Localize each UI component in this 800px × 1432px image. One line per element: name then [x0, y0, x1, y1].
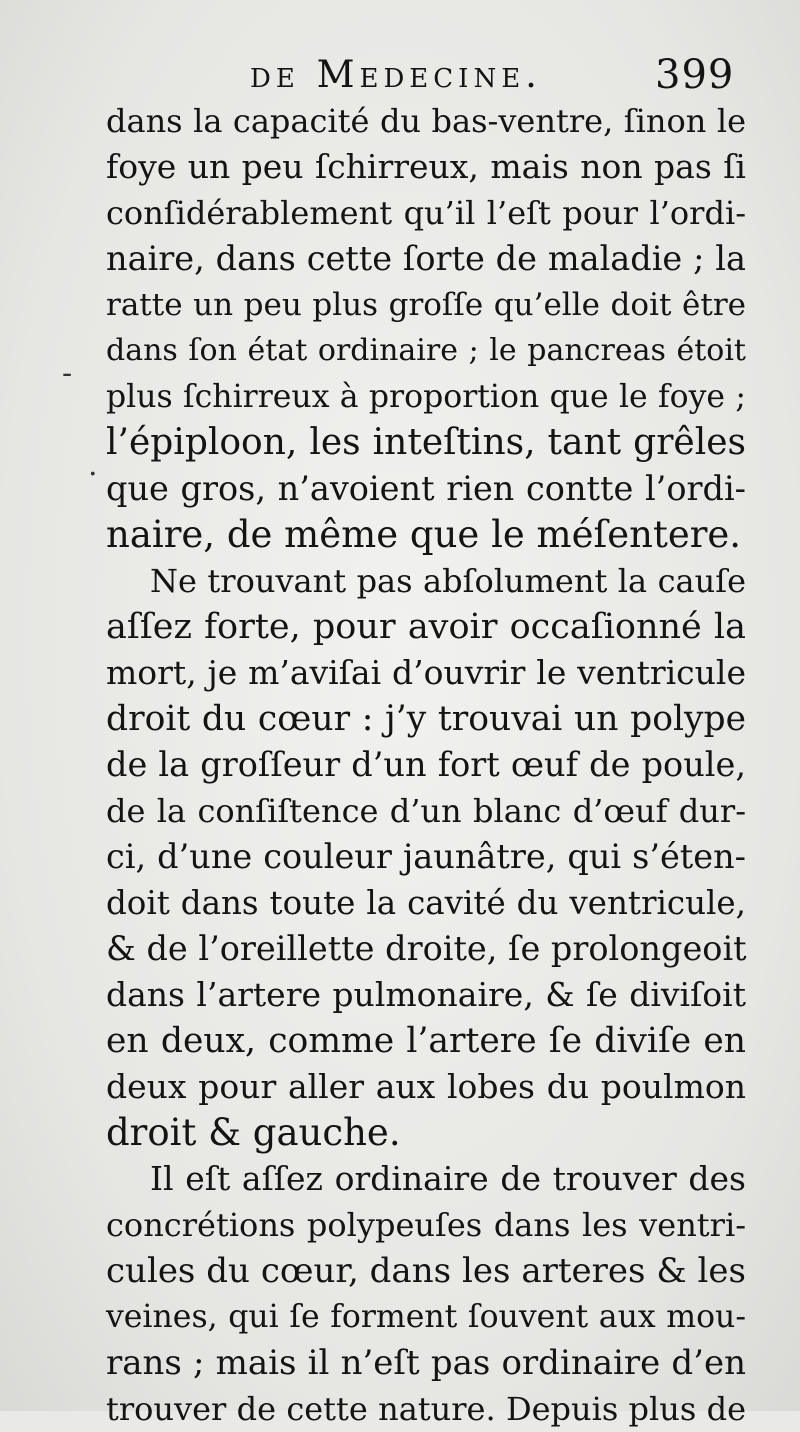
- text-line: aſſez forte, pour avoir occaſionné la: [106, 607, 746, 647]
- text-line: veines, qui ſe forment ſouvent aux mou-: [106, 1299, 746, 1335]
- paragraph-start-line: Ne trouvant pas abſolument la cauſe: [150, 562, 746, 600]
- margin-dot-mark: .: [88, 448, 98, 483]
- paragraph-end-line: droit & gauche.: [106, 1111, 401, 1154]
- running-title: de Medecine.: [250, 53, 542, 96]
- text-line: & de l’oreillette droite, ſe prolongeoit: [106, 929, 747, 968]
- text-line: en deux, comme l’artere ſe diviſe en: [106, 1021, 746, 1061]
- text-line: foye un peu ſchirreux, mais non pas ſi: [106, 147, 746, 186]
- text-line: concrétions polypeuſes dans les ventri-: [106, 1206, 746, 1244]
- body-text: [106, 98, 746, 1432]
- text-line: plus ſchirreux à proportion que le foye ;: [106, 379, 746, 415]
- margin-dash-mark: -: [62, 356, 73, 391]
- page-number: 399: [655, 52, 735, 98]
- text-line: droit du cœur : j’y trouvai un polype: [106, 699, 746, 739]
- text-line: naire, dans cette ſorte de maladie ; la: [106, 239, 746, 278]
- paragraph-start-line: Il eſt aſſez ordinaire de trouver des: [150, 1159, 746, 1198]
- text-line: ci, d’une couleur jaunâtre, qui s’éten-: [106, 837, 746, 876]
- text-line: de la conſiſtence d’un blanc d’œuf dur-: [106, 792, 746, 830]
- text-line: conſidérablement qu’il l’eſt pour l’ordi-: [106, 194, 746, 232]
- text-line: dans ſon état ordinaire ; le pancreas étoit: [106, 333, 746, 368]
- text-line: ratte un peu plus groſſe qu’elle doit être: [106, 287, 746, 323]
- text-line: dans la capacité du bas-ventre, ſinon le: [106, 102, 746, 140]
- text-line: rans ; mais il n’eſt pas ordinaire d’en: [106, 1343, 746, 1383]
- text-line: que gros, n’avoient rien contte l’ordi-: [106, 469, 746, 508]
- paragraph-end-line: naire, de même que le méſentere.: [106, 513, 742, 556]
- text-line: trouver de cette nature. Depuis plus de: [106, 1390, 746, 1428]
- running-head: [0, 50, 800, 100]
- text-line: cules du cœur, dans les arteres & les: [106, 1251, 746, 1291]
- text-line: mort, je m’aviſai d’ouvrir le ventricule: [106, 653, 746, 692]
- text-line: de la groſſeur d’un fort œuf de poule,: [106, 745, 746, 784]
- text-line: l’épiploon, les inteſtins, tant grêles: [106, 422, 746, 463]
- text-line: deux pour aller aux lobes du poulmon: [106, 1067, 746, 1106]
- text-line: doit dans toute la cavité du ventricule,: [106, 884, 746, 922]
- text-line: dans l’artere pulmonaire, & ſe diviſoit: [106, 975, 746, 1014]
